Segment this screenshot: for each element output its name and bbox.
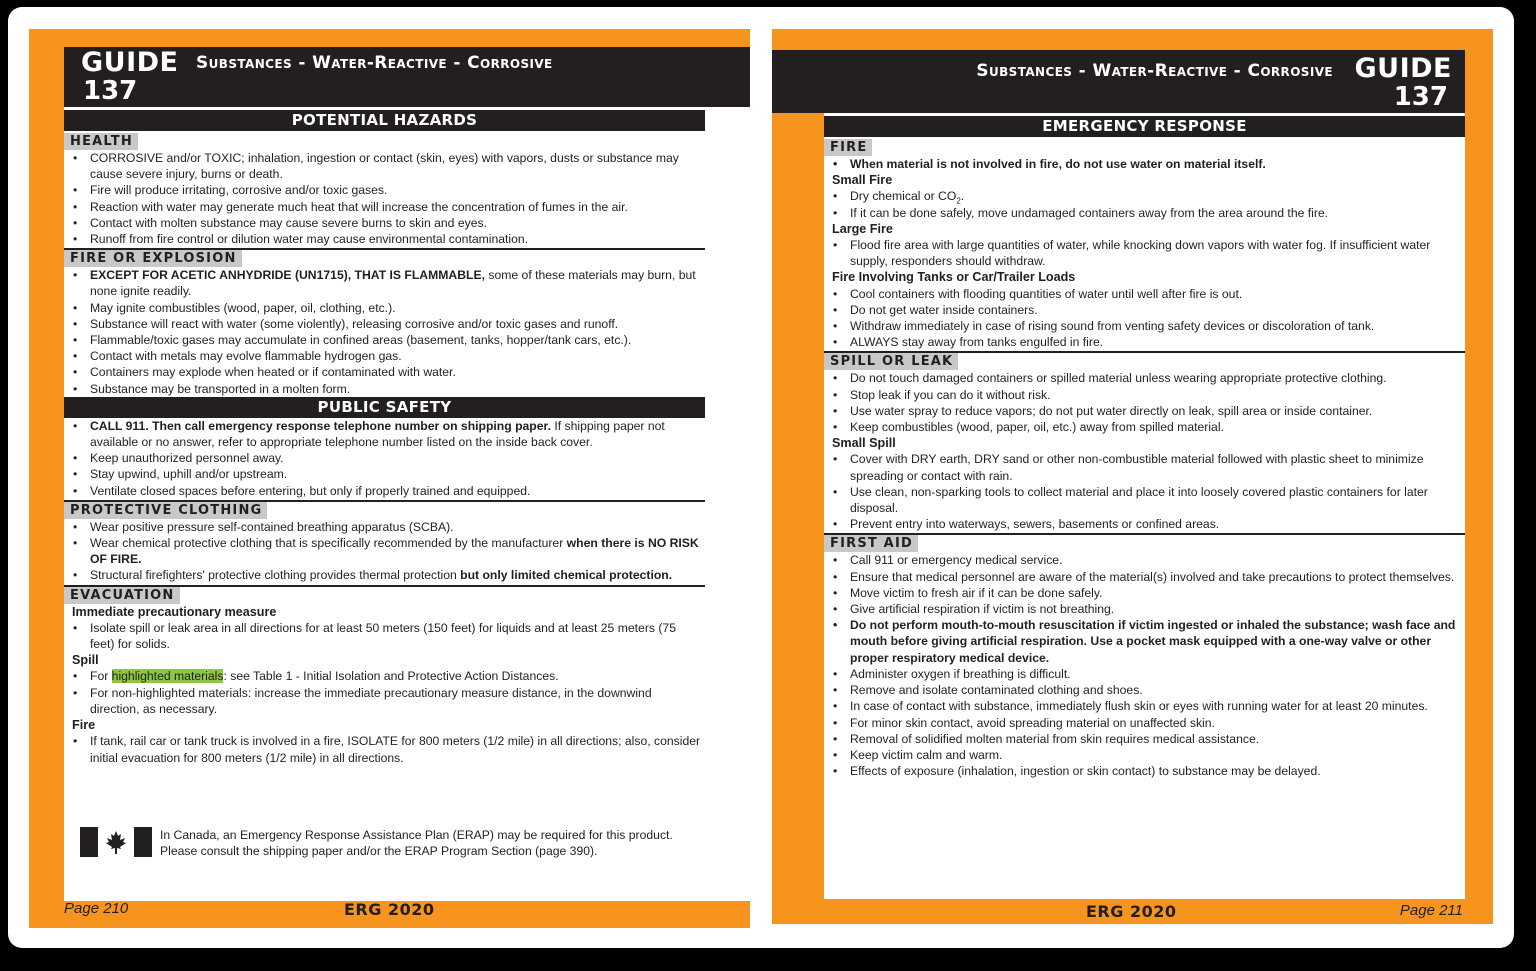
list-item	[64, 418, 705, 450]
page-210	[29, 29, 750, 928]
list-item	[64, 668, 705, 684]
list-item: • Isolate spill or leak area in all directions for at least 50 meters (150 feet) for liquids and at least 25 meters (75 feet) for solids.	[64, 620, 705, 652]
list-item: • Cool containers with flooding quantities of water until well after fire is out.	[824, 286, 1465, 302]
subsection-health	[64, 133, 705, 150]
guide-word: GUIDE	[81, 47, 179, 78]
subsection-fire-explosion	[64, 248, 705, 267]
list-item: • Substance will react with water (some violently), releasing corrosive and/or toxic gases and runoff.	[64, 316, 705, 332]
subsection-title: FIRE OR EXPLOSION	[64, 250, 242, 267]
small-spill-heading: Small Spill	[832, 436, 896, 451]
immediate-measure-heading: Immediate precautionary measure	[72, 604, 277, 619]
small-fire-list	[824, 188, 1465, 220]
list-item: • Removal of solidified molten material from skin requires medical assistance.	[824, 731, 1465, 747]
list-item: • Keep combustibles (wood, paper, oil, etc.) away from spilled material.	[824, 419, 1465, 435]
list-item: • Ensure that medical personnel are aware of the material(s) involved and take precautions to protect themselves.	[824, 569, 1465, 585]
page-number: Page 211	[1399, 902, 1463, 919]
list-item: • For minor skin contact, avoid spreading material on unaffected skin.	[824, 715, 1465, 731]
erg-edition: ERG 2020	[344, 900, 435, 919]
subsection-protective-clothing	[64, 500, 705, 519]
list-item: • Keep victim calm and warm.	[824, 747, 1465, 763]
health-list	[64, 150, 705, 247]
list-item: • Wear positive pressure self-contained breathing apparatus (SCBA).	[64, 519, 705, 535]
list-item: • If tank, rail car or tank truck is involved in a fire, ISOLATE for 800 meters (1/2 mile) in all directions; also, consider initial evacuation for 800 meters (1/2 mile) in all directions.	[64, 733, 705, 765]
text: some of these materials may burn, but none ignite readily.	[90, 268, 696, 299]
subsection-fire	[824, 139, 1465, 156]
list-item: • Do not touch damaged containers or spilled material unless wearing appropriate protective clothing.	[824, 370, 1465, 386]
bold-text: CALL 911. Then call emergency response telephone number on shipping paper.	[90, 418, 551, 433]
small-fire-heading: Small Fire	[832, 173, 893, 188]
emergency-response-content	[824, 116, 1465, 779]
list-item: • Do not get water inside containers.	[824, 302, 1465, 318]
bold-text: EXCEPT FOR ACETIC ANHYDRIDE (UN1715), THAT IS FLAMMABLE,	[90, 268, 485, 283]
guide-header-left	[64, 47, 750, 107]
bold-text: when there is NO RISK OF FIRE.	[90, 536, 699, 567]
section-title-public-safety: PUBLIC SAFETY	[64, 397, 705, 418]
guide-subtitle: Substances - Water-Reactive - Corrosive	[976, 61, 1333, 81]
list-item: • May ignite combustibles (wood, paper, oil, clothing, etc.).	[64, 300, 705, 316]
list-item: • Prevent entry into waterways, sewers, basements or confined areas.	[824, 516, 1465, 532]
list-item: • Keep unauthorized personnel away.	[64, 450, 705, 466]
guide-header-right	[772, 50, 1465, 113]
list-item: • Administer oxygen if breathing is difficult.	[824, 666, 1465, 682]
list-item: • When material is not involved in fire, do not use water on material itself.	[824, 156, 1465, 172]
erg-edition: ERG 2020	[1086, 902, 1177, 921]
text: : see Table 1 - Initial Isolation and Protective Action Distances.	[223, 669, 559, 684]
list-item: • Flood fire area with large quantities of water, while knocking down vapors with water fog. If insufficient water supply, responders should withdraw.	[824, 237, 1465, 269]
text: .	[960, 189, 965, 204]
list-item: • CORROSIVE and/or TOXIC; inhalation, ingestion or contact (skin, eyes) with vapors, dusts or substance may cause severe injury, burns or death.	[64, 150, 705, 182]
tanks-list	[824, 286, 1465, 351]
guide-number: 137	[1393, 82, 1448, 112]
subscript: 2	[956, 196, 961, 206]
guide-word: GUIDE	[1354, 53, 1452, 84]
list-item: • If it can be done safely, move undamaged containers away from the area around the fire.	[824, 205, 1465, 221]
immediate-measure-list	[64, 620, 705, 652]
fire-explosion-list	[64, 267, 705, 397]
tanks-heading: Fire Involving Tanks or Car/Trailer Loads	[832, 270, 1076, 285]
highlighted-materials-link: highlighted materials	[111, 669, 224, 684]
list-item: • Reaction with water may generate much heat that will increase the concentration of fumes in the air.	[64, 199, 705, 215]
list-item	[64, 535, 705, 567]
list-item: • Do not perform mouth-to-mouth resuscitation if victim ingested or inhaled the substance; wash face and mouth before giving artificial respiration. Use a pocket mask equipped with a one-way valve or other proper respiratory medical device.	[824, 617, 1465, 666]
public-safety-list	[64, 418, 705, 499]
list-item: • Use clean, non-sparking tools to collect material and place it into loosely covered plastic containers for later disposal.	[824, 484, 1465, 516]
subsection-title: FIRST AID	[824, 535, 918, 552]
text: For	[90, 669, 112, 684]
subsection-title: PROTECTIVE CLOTHING	[64, 502, 267, 519]
spill-heading: Spill	[72, 653, 99, 668]
list-item: • Call 911 or emergency medical service.	[824, 552, 1465, 568]
potential-hazards-content	[64, 110, 705, 766]
section-title-emergency-response: EMERGENCY RESPONSE	[824, 116, 1465, 137]
text: Wear chemical protective clothing that is specifically recommended by the manufacturer	[90, 536, 567, 551]
fire-heading: Fire	[72, 718, 96, 733]
subsection-title: EVACUATION	[64, 587, 180, 604]
text: Dry chemical or CO	[850, 189, 957, 204]
protective-clothing-list	[64, 519, 705, 584]
list-item: • Give artificial respiration if victim is not breathing.	[824, 601, 1465, 617]
list-item: • ALWAYS stay away from tanks engulfed in fire.	[824, 334, 1465, 350]
text: If shipping paper not available or no answer, refer to appropriate telephone number listed on the inside back cover.	[90, 418, 665, 450]
first-aid-list	[824, 552, 1465, 779]
guide-subtitle: Substances - Water-Reactive - Corrosive	[196, 53, 553, 73]
subsection-evacuation	[64, 585, 705, 604]
list-item: • Ventilate closed spaces before entering, but only if properly trained and equipped.	[64, 483, 705, 499]
spill-list	[64, 668, 705, 717]
list-item	[64, 567, 705, 583]
list-item: • In case of contact with substance, immediately flush skin or eyes with running water for at least 20 minutes.	[824, 698, 1465, 714]
note-line: Please consult the shipping paper and/or the ERAP Program Section (page 390).	[160, 844, 598, 858]
list-item: • Withdraw immediately in case of rising sound from venting safety devices or discoloration of tank.	[824, 318, 1465, 334]
text: Structural firefighters' protective clothing provides thermal protection	[90, 568, 461, 583]
list-item: • Substance may be transported in a molten form.	[64, 381, 705, 397]
list-item: • Move victim to fresh air if it can be done safely.	[824, 585, 1465, 601]
list-item: • Contact with molten substance may cause severe burns to skin and eyes.	[64, 215, 705, 231]
list-item: • Containers may explode when heated or if contaminated with water.	[64, 364, 705, 380]
list-item: • Contact with metals may evolve flammable hydrogen gas.	[64, 348, 705, 364]
subsection-title: SPILL OR LEAK	[824, 353, 958, 370]
list-item: • For non-highlighted materials: increase the immediate precautionary measure distance, in the downwind direction, as necessary.	[64, 685, 705, 717]
list-item: • Effects of exposure (inhalation, ingestion or skin contact) to substance may be delayed.	[824, 763, 1465, 779]
spill-leak-list	[824, 370, 1465, 435]
note-line: In Canada, an Emergency Response Assistance Plan (ERAP) may be required for this product.	[160, 828, 673, 842]
list-item	[64, 267, 705, 299]
list-item: • Runoff from fire control or dilution water may cause environmental contamination.	[64, 231, 705, 247]
canada-erap-note	[160, 827, 673, 859]
large-fire-heading: Large Fire	[832, 221, 893, 236]
list-item	[824, 188, 1465, 204]
list-item: • Stop leak if you can do it without risk.	[824, 387, 1465, 403]
evac-fire-list	[64, 733, 705, 765]
page-number: Page 210	[64, 900, 129, 917]
list-item: • Remove and isolate contaminated clothing and shoes.	[824, 682, 1465, 698]
section-title-potential-hazards: POTENTIAL HAZARDS	[64, 110, 705, 131]
subsection-title: FIRE	[824, 139, 872, 156]
subsection-spill-leak	[824, 351, 1465, 370]
guide-number: 137	[83, 76, 138, 106]
list-item: • Flammable/toxic gases may accumulate in confined areas (basement, tanks, hopper/tank cars, etc.).	[64, 332, 705, 348]
list-item: • Cover with DRY earth, DRY sand or other non-combustible material followed with plastic sheet to minimize spreading or contact with rain.	[824, 451, 1465, 483]
small-spill-list	[824, 451, 1465, 532]
fire-list	[824, 156, 1465, 172]
list-item: • Fire will produce irritating, corrosive and/or toxic gases.	[64, 182, 705, 198]
subsection-first-aid	[824, 533, 1465, 552]
list-item: • Stay upwind, uphill and/or upstream.	[64, 466, 705, 482]
list-item: • Use water spray to reduce vapors; do not put water directly on leak, spill area or inside container.	[824, 403, 1465, 419]
bold-text: but only limited chemical protection.	[460, 568, 673, 583]
page-211	[772, 29, 1493, 924]
subsection-title: HEALTH	[64, 133, 138, 150]
canada-flag-icon	[80, 827, 152, 857]
large-fire-list	[824, 237, 1465, 269]
